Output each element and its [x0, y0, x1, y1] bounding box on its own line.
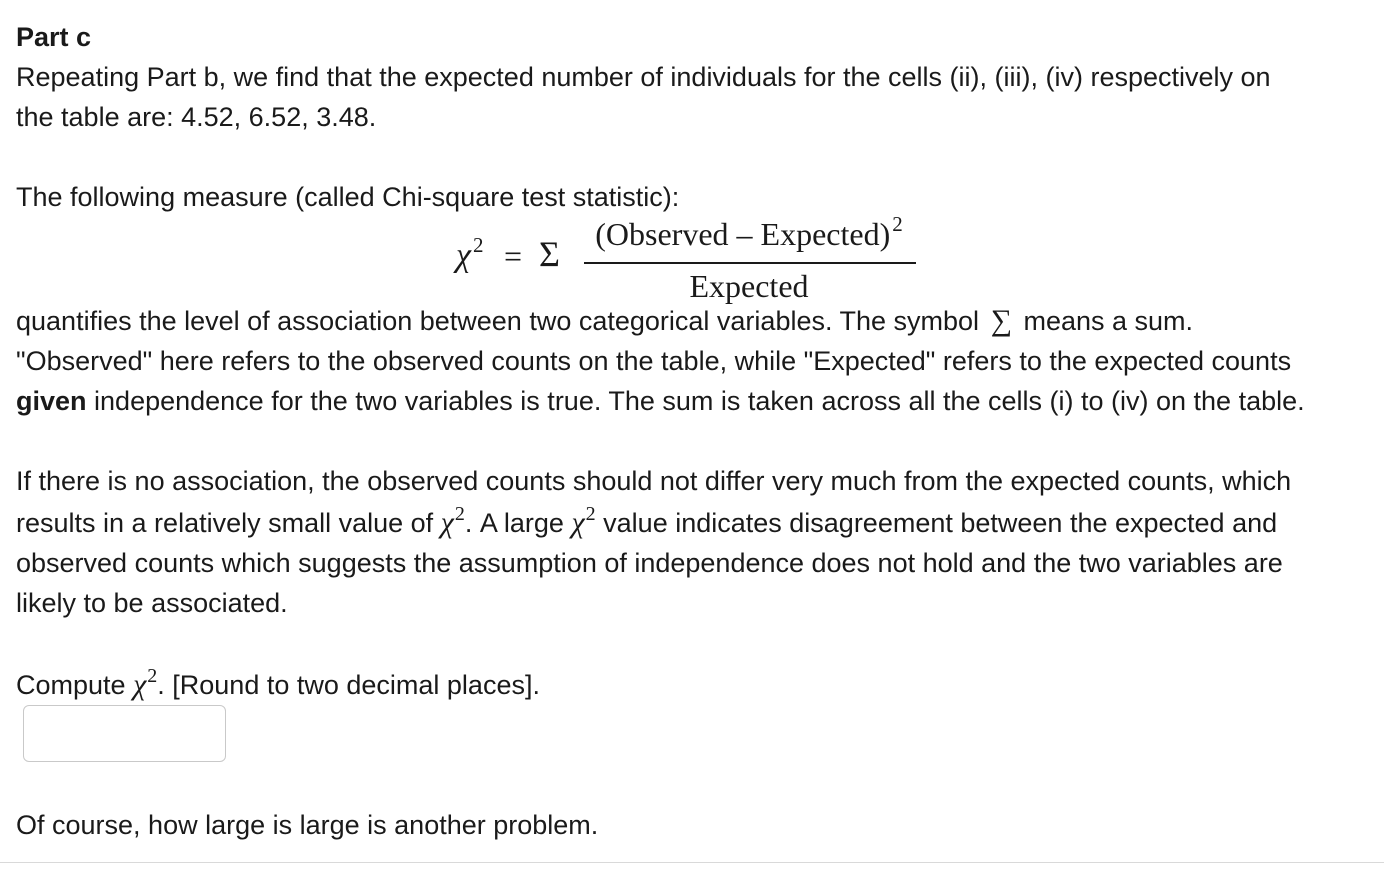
compute-before: Compute	[16, 670, 134, 700]
formula-lhs	[456, 233, 484, 279]
sum-symbol-inline: ∑	[990, 304, 1012, 337]
lhs-exponent: 2	[472, 233, 484, 257]
compute-prompt	[16, 665, 540, 708]
chi-exponent-inline-2: 2	[585, 503, 596, 525]
chi-symbol-inline-2: χ	[571, 506, 585, 539]
closing-remark: Of course, how large is large is another problem.	[16, 810, 599, 840]
explanation-line-1-before: quantifies the level of association between two categorical variables. The symbol	[16, 306, 980, 336]
association-line-1: If there is no association, the observed counts should not differ very much from the expected counts, which	[16, 466, 1292, 496]
chi-exponent-inline-3: 2	[147, 665, 158, 687]
numerator-text: (Observed – Expected)	[595, 216, 891, 252]
explanation-line-1-after: means a sum.	[1023, 306, 1194, 336]
measure-intro: The following measure (called Chi-square test statistic):	[16, 182, 680, 212]
fraction-bar	[584, 262, 916, 264]
intro-line-1: Repeating Part b, we find that the expected number of individuals for the cells (ii), (iii), (iv) respectively on	[16, 62, 1271, 92]
chi-symbol-inline-3: χ	[133, 668, 147, 701]
chi-square-inline-3	[133, 665, 158, 701]
equals-sign: =	[504, 238, 523, 274]
explanation-line-3	[16, 381, 1305, 421]
chi-square-inline-1	[440, 503, 465, 539]
explanation-line-2: "Observed" here refers to the observed counts on the table, while "Expected" refers to the expected counts	[16, 346, 1292, 376]
association-line-2-c: value indicates disagreement between the expected and	[595, 508, 1278, 538]
intro-line-2: the table are: 4.52, 6.52, 3.48.	[16, 102, 377, 132]
chi-exponent-inline-1: 2	[454, 503, 465, 525]
given-bold: given	[16, 386, 87, 416]
explanation-line-3-rest: independence for the two variables is true. The sum is taken across all the cells (i) to (iv) on the table.	[86, 386, 1305, 416]
formula-denominator: Expected	[689, 268, 809, 304]
numerator-exponent: 2	[892, 212, 903, 236]
chi-symbol-inline-1: χ	[440, 506, 454, 539]
formula-numerator	[584, 214, 914, 258]
explanation-line-1	[16, 301, 1193, 341]
association-line-3: observed counts which suggests the assumption of independence does not hold and the two variables are	[16, 548, 1283, 578]
part-title: Part c	[16, 22, 92, 52]
bottom-divider	[0, 862, 1384, 863]
association-line-4: likely to be associated.	[16, 588, 288, 618]
compute-after: . [Round to two decimal places].	[157, 670, 540, 700]
sum-symbol: Σ	[539, 234, 560, 274]
association-line-2-b: . A large	[464, 508, 572, 538]
association-line-2-a: results in a relatively small value of	[16, 508, 441, 538]
chi-symbol: χ	[456, 237, 471, 274]
chi-square-formula	[456, 214, 926, 306]
association-line-2	[16, 503, 1277, 546]
answer-input[interactable]	[23, 705, 226, 762]
chi-square-inline-2	[571, 503, 596, 539]
